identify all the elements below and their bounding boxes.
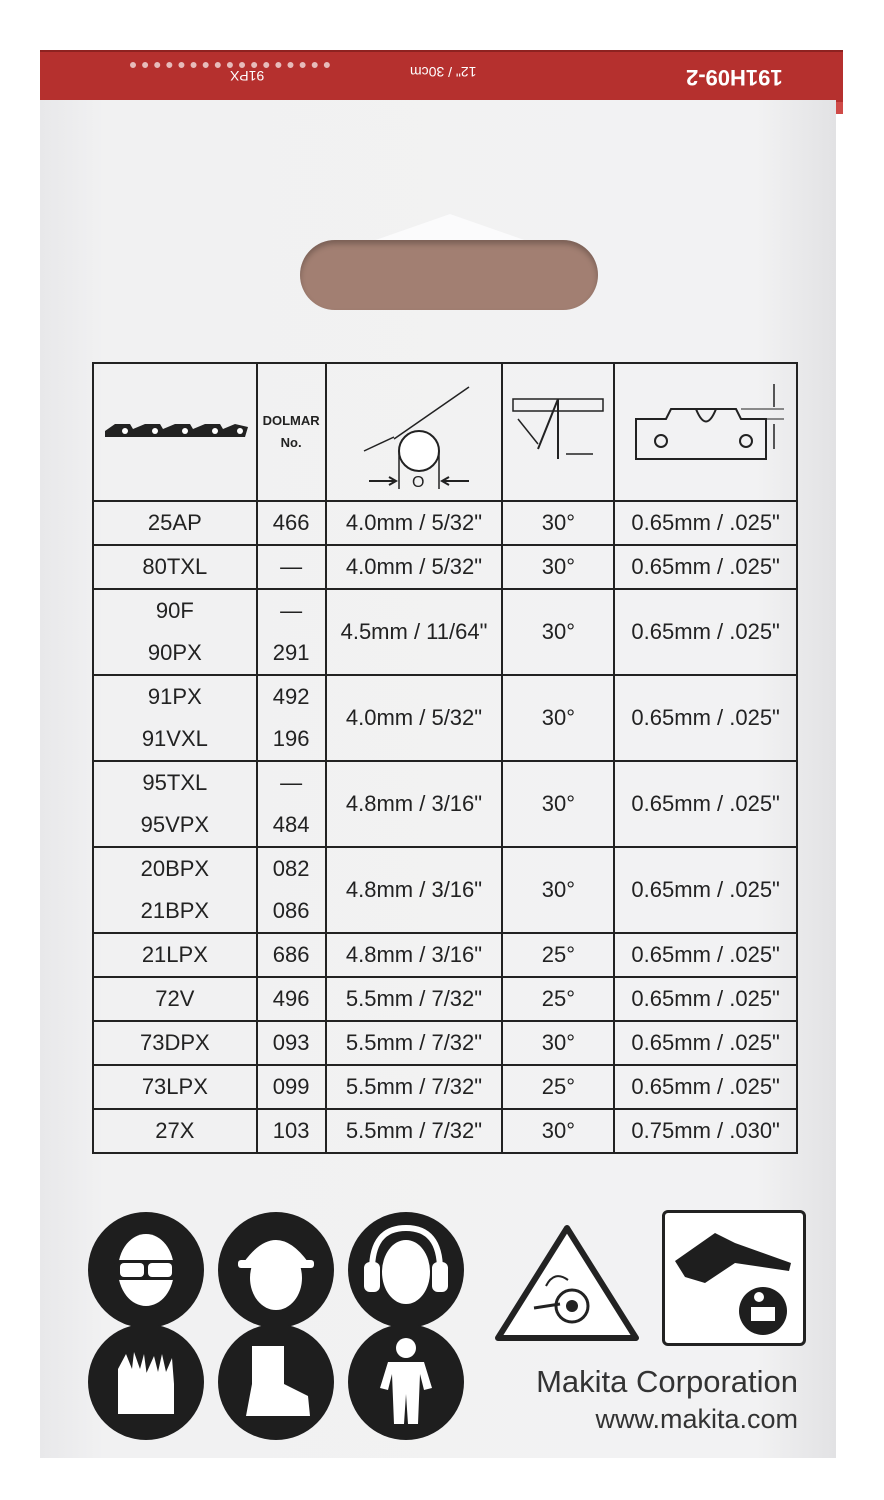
table-header-row — [93, 363, 797, 501]
dolmar-number-cell — [257, 545, 326, 589]
chain-type: 73LPX — [141, 1074, 208, 1099]
dolmar-number-cell — [257, 501, 326, 545]
file-size-cell: 4.8mm / 3/16" — [326, 933, 503, 977]
dolmar-header-line2: No. — [280, 435, 302, 450]
company-name: Makita Corporation — [536, 1364, 798, 1399]
dolmar-number-cell — [257, 933, 326, 977]
chain-type-cell — [93, 589, 257, 675]
table-row — [93, 501, 797, 545]
gloves-icon — [88, 1324, 204, 1440]
dolmar-number: 103 — [272, 1118, 310, 1143]
depth-gauge-cell: 0.65mm / .025" — [614, 675, 797, 761]
dolmar-number: 492 — [272, 684, 310, 709]
dolmar-header-cell — [257, 363, 326, 501]
chain-type-cell — [93, 545, 257, 589]
chain-type: 21LPX — [141, 942, 208, 967]
dolmar-number-cell — [257, 977, 326, 1021]
filing-angle-cell: 30° — [502, 761, 614, 847]
table-row — [93, 847, 797, 933]
chain-type: 20BPX — [140, 856, 210, 881]
flap-bar-size: 12" / 30cm — [410, 64, 477, 80]
file-size-cell: 4.0mm / 5/32" — [326, 545, 503, 589]
chain-type: 95TXL — [142, 770, 208, 795]
hang-tab — [370, 214, 530, 242]
dolmar-number: 086 — [272, 898, 310, 923]
dolmar-number: 082 — [272, 856, 310, 881]
safety-glasses-icon — [88, 1212, 204, 1328]
protective-clothing-icon — [348, 1324, 464, 1440]
dolmar-number: 196 — [272, 726, 310, 751]
saw-chain-icon — [100, 409, 250, 449]
hang-hole — [300, 240, 598, 310]
dolmar-number-cell — [257, 847, 326, 933]
file-size-cell: 4.0mm / 5/32" — [326, 501, 503, 545]
ear-protection-icon — [348, 1212, 464, 1328]
chain-type-cell — [93, 847, 257, 933]
depth-gauge-cell: 0.65mm / .025" — [614, 933, 797, 977]
company-url: www.makita.com — [595, 1404, 798, 1434]
chain-type: 90PX — [147, 640, 202, 665]
dolmar-number: 466 — [272, 510, 310, 535]
chain-type-cell — [93, 675, 257, 761]
depth-gauge-icon — [626, 379, 786, 479]
file-size-cell: 4.5mm / 11/64" — [326, 589, 503, 675]
chain-type-cell — [93, 977, 257, 1021]
flap-product-code: 191H09-2 — [686, 65, 783, 90]
safety-boots-icon — [218, 1324, 334, 1440]
filing-angle-icon — [508, 389, 608, 469]
chain-type-cell — [93, 501, 257, 545]
dolmar-number: 496 — [272, 986, 310, 1011]
chain-type-cell — [93, 1021, 257, 1065]
dolmar-number: — — [280, 598, 303, 623]
chain-type: 91PX — [147, 684, 202, 709]
read-manual-icon — [662, 1210, 806, 1346]
filing-angle-cell: 30° — [502, 1021, 614, 1065]
chain-header-cell — [93, 363, 257, 501]
table-row — [93, 545, 797, 589]
file-size-cell: 5.5mm / 7/32" — [326, 1065, 503, 1109]
hard-hat-icon — [218, 1212, 334, 1328]
chain-type: 73DPX — [139, 1030, 210, 1055]
filing-angle-cell: 30° — [502, 675, 614, 761]
file-size-cell: 4.8mm / 3/16" — [326, 761, 503, 847]
table-row — [93, 761, 797, 847]
dolmar-number: 686 — [272, 942, 310, 967]
box-top-flap — [40, 50, 843, 102]
depth-gauge-header-cell — [614, 363, 797, 501]
chain-spec-table — [92, 362, 798, 1154]
table-row — [93, 1065, 797, 1109]
table-row — [93, 933, 797, 977]
chain-type: 21BPX — [140, 898, 210, 923]
depth-gauge-cell: 0.65mm / .025" — [614, 501, 797, 545]
filing-angle-cell: 30° — [502, 589, 614, 675]
filing-angle-cell: 30° — [502, 847, 614, 933]
table-row — [93, 675, 797, 761]
dolmar-number: 093 — [272, 1030, 310, 1055]
depth-gauge-cell: 0.65mm / .025" — [614, 589, 797, 675]
file-size-cell: 5.5mm / 7/32" — [326, 1109, 503, 1153]
dolmar-number-cell — [257, 675, 326, 761]
table-row — [93, 977, 797, 1021]
chain-type-cell — [93, 933, 257, 977]
depth-gauge-cell: 0.75mm / .030" — [614, 1109, 797, 1153]
chain-type: 91VXL — [141, 726, 208, 751]
angle-header-cell — [502, 363, 614, 501]
file-diameter-icon — [354, 369, 474, 489]
chain-type: 25AP — [147, 510, 202, 535]
depth-gauge-cell: 0.65mm / .025" — [614, 977, 797, 1021]
dolmar-number: — — [280, 554, 303, 579]
dolmar-number-cell — [257, 761, 326, 847]
filing-angle-cell: 25° — [502, 933, 614, 977]
file-size-cell: 4.0mm / 5/32" — [326, 675, 503, 761]
dolmar-header-line1: DOLMAR — [262, 413, 320, 428]
dolmar-number: 484 — [272, 812, 310, 837]
chain-type: 90F — [155, 598, 194, 623]
dolmar-number: 291 — [272, 640, 310, 665]
depth-gauge-cell: 0.65mm / .025" — [614, 847, 797, 933]
chain-type-cell — [93, 1065, 257, 1109]
filing-angle-cell: 25° — [502, 977, 614, 1021]
dolmar-number-cell — [257, 1021, 326, 1065]
chain-type: 95VPX — [140, 812, 210, 837]
file-size-cell: 4.8mm / 3/16" — [326, 847, 503, 933]
file-diameter-header-cell — [326, 363, 503, 501]
dolmar-number: — — [280, 770, 303, 795]
chain-type-cell — [93, 1109, 257, 1153]
dolmar-number-cell — [257, 1065, 326, 1109]
diameter-label: O — [412, 474, 425, 489]
depth-gauge-cell: 0.65mm / .025" — [614, 545, 797, 589]
table-row — [93, 589, 797, 675]
table-row — [93, 1021, 797, 1065]
depth-gauge-cell: 0.65mm / .025" — [614, 761, 797, 847]
dolmar-number-cell — [257, 1109, 326, 1153]
kickback-warning-icon — [494, 1224, 640, 1347]
depth-gauge-cell: 0.65mm / .025" — [614, 1021, 797, 1065]
chain-type: 27X — [155, 1118, 195, 1143]
dolmar-number-cell — [257, 589, 326, 675]
filing-angle-cell: 30° — [502, 545, 614, 589]
chain-type: 80TXL — [142, 554, 208, 579]
chain-type: 72V — [155, 986, 195, 1011]
depth-gauge-cell: 0.65mm / .025" — [614, 1065, 797, 1109]
file-size-cell: 5.5mm / 7/32" — [326, 977, 503, 1021]
filing-angle-cell: 30° — [502, 501, 614, 545]
file-size-cell: 5.5mm / 7/32" — [326, 1021, 503, 1065]
filing-angle-cell: 30° — [502, 1109, 614, 1153]
dolmar-number: 099 — [272, 1074, 310, 1099]
filing-angle-cell: 25° — [502, 1065, 614, 1109]
table-row — [93, 1109, 797, 1153]
flap-chain-type: 91PX — [230, 68, 265, 84]
chain-type-cell — [93, 761, 257, 847]
